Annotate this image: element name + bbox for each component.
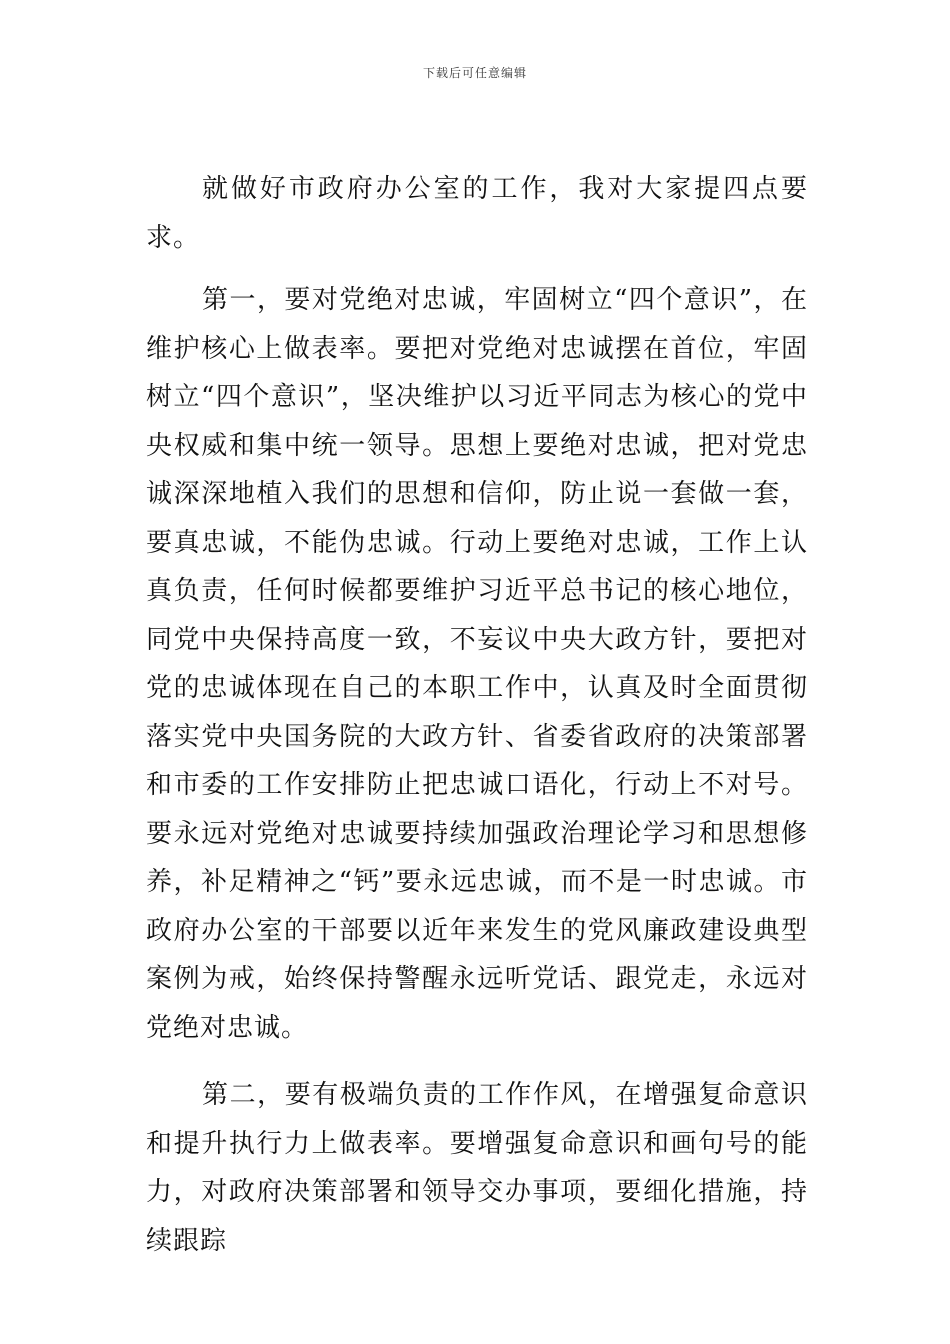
header-note: 下载后可任意编辑 xyxy=(422,66,527,80)
paragraph-intro: 就做好市政府办公室的工作，我对大家提四点要求。 xyxy=(146,174,808,253)
paragraph-first-requirement: 第一，要对党绝对忠诚，牢固树立“四个意识”，在维护核心上做表率。要把对党绝对忠诚摆在首位，牢固树立“四个意识”，坚决维护以习近平同志为核心的党中央权威和集中统一领导。思想上要绝对忠诚，把对党忠诚深深地植入我们的思想和信仰，防止说一套做一套，要真忠诚，不能伪忠诚。行动上要绝对忠诚，工作上认真负责，任何时候都要维护习近平总书记的核心地位，同党中央保持高度一致，不妄议中央大政方针，要把对党的忠诚体现在自己的本职工作中，认真及时全面贯彻落实党中央国务院的大政方针、省委省政府的决策部署和市委的工作安排防止把忠诚口语化，行动上不对号。要永远对党绝对忠诚要持续加强政治理论学习和思想修养，补足精神之“钙”要永远忠诚，而不是一时忠诚。市政府办公室的干部要以近年来发生的党风廉政建设典型案例为戒，始终保持警醒永远听党话、跟党走，永远对党绝对忠诚。 xyxy=(146,285,808,1043)
paragraph-second-requirement: 第二，要有极端负责的工作作风，在增强复命意识和提升执行力上做表率。要增强复命意识和画句号的能力，对政府决策部署和领导交办事项，要细化措施，持续跟踪 xyxy=(146,1080,808,1256)
